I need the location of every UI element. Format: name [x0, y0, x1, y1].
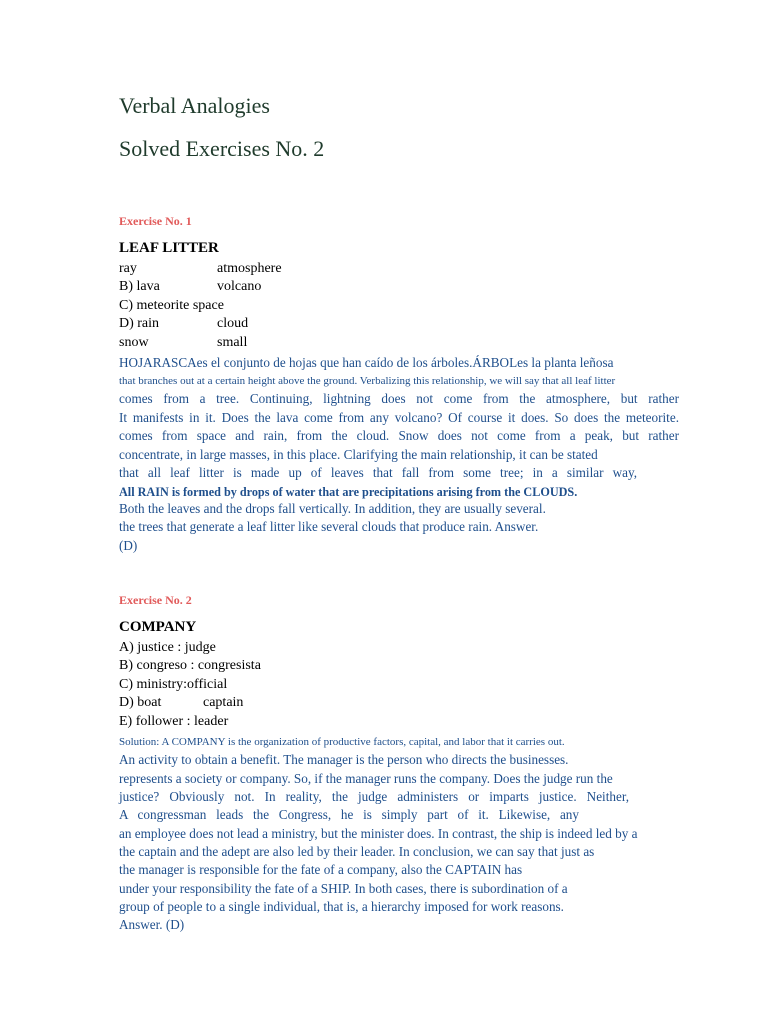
ex2-answer: Answer. (D) [119, 917, 185, 932]
ex1-option: ray atmosphere [119, 261, 282, 276]
exercise-2-label: Exercise No. 2 [119, 593, 192, 607]
ex2-option: E) follower : leader [119, 714, 229, 729]
ex1-solution-line: comes from a tree. Continuing, lightning does not come from the atmosphere, but rather [119, 391, 679, 406]
ex2-solution-line: represents a society or company. So, if the manager runs the company. Does the judge run the [119, 771, 613, 786]
ex1-solution-line: Both the leaves and the drops fall vertically. In addition, they are usually several. [119, 501, 546, 516]
ex1-solution-line: comes from space and rain, from the cloud. Snow does not come from a peak, but rather [119, 428, 679, 443]
ex1-solution-line: that branches out at a certain height above the ground. Verbalizing this relationship, we will say that all leaf litter [119, 375, 616, 387]
ex2-option: D) boat captain [119, 695, 244, 710]
ex1-solution-line: the trees that generate a leaf litter like several clouds that produce rain. Answer. [119, 519, 539, 534]
ex2-solution-line: Solution: A COMPANY is the organization of productive factors, capital, and labor that it carries out. [119, 736, 565, 748]
ex2-solution-line: under your responsibility the fate of a SHIP. In both cases, there is subordination of a [119, 881, 568, 896]
ex2-solution-line: justice? Obviously not. In reality, the judge administers or imparts justice. Neither, [119, 789, 629, 804]
ex2-solution-line: group of people to a single individual, that is, a hierarchy imposed for work reasons. [119, 899, 564, 914]
ex1-option: snow small [119, 335, 248, 350]
ex2-solution-line: the manager is responsible for the fate of a company, also the CAPTAIN has [119, 862, 523, 877]
ex1-solution-line: concentrate, in large masses, in this place. Clarifying the main relationship, it can be stated [119, 447, 598, 462]
document-subtitle: Solved Exercises No. 2 [119, 136, 325, 161]
exercise-2-title: COMPANY [119, 619, 197, 635]
ex2-option: C) ministry:official [119, 677, 228, 692]
ex1-option: B) lava volcano [119, 279, 262, 294]
document-title: Verbal Analogies [119, 93, 270, 118]
ex1-solution-line: All RAIN is formed by drops of water that are precipitations arising from the CLOUDS. [119, 485, 578, 499]
ex1-solution-line: that all leaf litter is made up of leaves that fall from some tree; in a similar way, [119, 465, 637, 480]
ex2-solution-line: an employee does not lead a ministry, but the minister does. In contrast, the ship is indeed led by a [119, 826, 638, 841]
exercise-1-title: LEAF LITTER [119, 240, 219, 256]
exercise-1-label: Exercise No. 1 [119, 214, 192, 228]
ex2-option: B) congreso : congresista [119, 658, 261, 673]
ex2-solution-line: the captain and the adept are also led by their leader. In conclusion, we can say that just as [119, 844, 595, 859]
ex1-option: C) meteorite space [119, 298, 224, 313]
ex2-solution-line: A congressman leads the Congress, he is simply part of it. Likewise, any [119, 807, 579, 822]
ex1-solution-line: HOJARASCAes el conjunto de hojas que han caído de los árboles.ÁRBOLes la planta leñosa [119, 355, 614, 370]
ex2-option: A) justice : judge [119, 640, 216, 655]
ex2-solution-line: An activity to obtain a benefit. The manager is the person who directs the businesses. [119, 752, 569, 767]
ex1-option: D) rain cloud [119, 316, 249, 331]
ex1-answer: (D) [119, 538, 138, 553]
ex1-solution-line: It manifests in it. Does the lava come from any volcano? Of course it does. So does the meteorite. [119, 410, 679, 425]
